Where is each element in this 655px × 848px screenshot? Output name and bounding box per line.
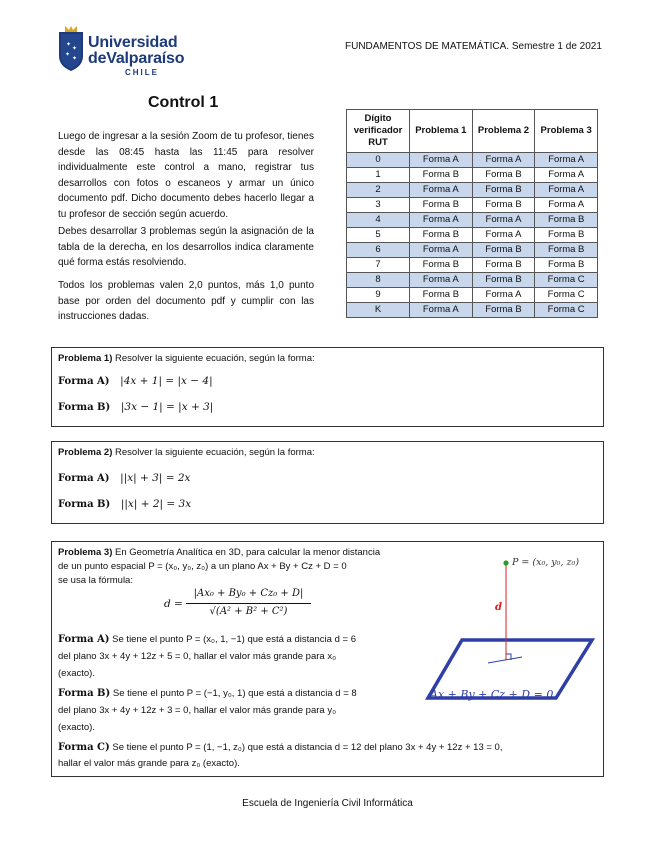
table-cell: Forma C — [535, 303, 598, 318]
plane-distance-figure — [424, 550, 599, 705]
instructions-paragraph-3: Todos los problemas valen 2,0 puntos, más 1,0 punto base por orden del documento pdf y cumplir con las instrucciones dadas. — [58, 280, 314, 322]
table-cell: K — [347, 303, 410, 318]
table-cell: Forma A — [472, 228, 535, 243]
table-cell: Forma C — [535, 288, 598, 303]
table-cell: Forma B — [472, 168, 535, 183]
table-cell: 0 — [347, 153, 410, 168]
forma-b-label: Forma B) — [58, 688, 111, 699]
table-cell: Forma B — [472, 198, 535, 213]
forma-a-equation: ||x| + 3| = 2x — [120, 472, 191, 484]
table-cell: Forma A — [535, 153, 598, 168]
formula-lhs: d = — [164, 598, 183, 610]
table-cell: Forma B — [535, 258, 598, 273]
table-cell: Forma B — [410, 258, 473, 273]
table-cell: Forma A — [410, 303, 473, 318]
university-name-line2: deValparaíso — [88, 50, 185, 67]
table-cell: Forma A — [410, 243, 473, 258]
table-cell: Forma A — [410, 213, 473, 228]
plane-base-line — [488, 657, 522, 663]
table-cell: Forma B — [410, 168, 473, 183]
table-cell: 1 — [347, 168, 410, 183]
table-row — [347, 258, 598, 273]
problem-3-forma-b-line3: (exacto). — [58, 722, 95, 733]
problem-3-intro1: En Geometría Analítica en 3D, para calcular la menor distancia — [115, 547, 381, 558]
table-cell: Forma A — [535, 168, 598, 183]
forma-c-text1: Se tiene el punto P = (1, −1, z₀) que está a distancia d = 12 del plano 3x + 4y + 12z + 13 = 0, — [112, 742, 503, 753]
problem-1-statement: Resolver la siguiente ecuación, según la forma: — [115, 353, 315, 364]
forma-a-label: Forma A) — [58, 473, 110, 484]
figure-distance-label: d — [495, 602, 502, 613]
distance-formula — [164, 588, 314, 622]
page-title: Control 1 — [148, 94, 219, 111]
table-cell: Forma A — [535, 198, 598, 213]
table-cell: Forma A — [472, 213, 535, 228]
forma-a-equation: |4x + 1| = |x − 4| — [120, 375, 213, 387]
problem-1-label: Problema 1) — [58, 353, 113, 364]
page-footer: Escuela de Ingeniería Civil Informática — [242, 798, 413, 809]
table-cell: Forma B — [535, 228, 598, 243]
svg-text:✦: ✦ — [72, 56, 78, 62]
table-row — [347, 213, 598, 228]
problem-1-forma-b — [58, 401, 213, 413]
problem-2-forma-a — [58, 472, 190, 484]
table-cell: Forma B — [410, 288, 473, 303]
table-cell: 4 — [347, 213, 410, 228]
table-header-cell: Dígito verificador RUT — [347, 110, 410, 153]
figure-plane-label: Ax + By + Cz + D = 0 — [430, 688, 554, 701]
table-row — [347, 168, 598, 183]
problem-3-intro2: de un punto espacial P = (x₀, y₀, z₀) a un plano Ax + By + Cz + D = 0 — [58, 561, 347, 572]
problem-3-label: Problema 3) — [58, 547, 113, 558]
forma-b-text1: Se tiene el punto P = (−1, y₀, 1) que está a distancia d = 8 — [112, 688, 357, 699]
forma-a-text1: Se tiene el punto P = (x₀, 1, −1) que está a distancia d = 6 — [112, 634, 356, 645]
svg-text:✦: ✦ — [65, 52, 71, 58]
table-cell: Forma A — [410, 273, 473, 288]
table-cell: Forma B — [410, 198, 473, 213]
formula-numerator: |Ax₀ + By₀ + Cz₀ + D| — [193, 588, 304, 599]
table-cell: Forma A — [472, 153, 535, 168]
table-row — [347, 243, 598, 258]
forma-b-label: Forma B) — [58, 499, 111, 510]
problem-3-forma-a-line3: (exacto). — [58, 668, 95, 679]
table-cell: Forma A — [410, 183, 473, 198]
table-cell: Forma B — [535, 213, 598, 228]
problem-2-forma-b — [58, 498, 191, 510]
table-cell: 8 — [347, 273, 410, 288]
problem-3-intro-line1 — [58, 547, 380, 558]
problem-3-forma-b-line2: del plano 3x + 4y + 12z + 3 = 0, hallar el valor más grande para y₀ — [58, 705, 337, 716]
forma-b-label: Forma B) — [58, 402, 111, 413]
table-row — [347, 228, 598, 243]
svg-text:✦: ✦ — [66, 42, 72, 48]
figure-point-label: P = (x₀, y₀, z₀) — [512, 557, 580, 568]
table-cell: Forma C — [535, 273, 598, 288]
instructions-paragraph-2: Debes desarrollar 3 problemas según la asignación de la tabla de la derecha, en los desarrollos indica claramente qué forma estás resolviendo. — [58, 226, 314, 268]
problem-3-forma-c-line2: hallar el valor más grande para z₀ (exacto). — [58, 758, 240, 769]
university-country: CHILE — [125, 68, 159, 77]
table-cell: Forma B — [472, 273, 535, 288]
table-cell: Forma B — [535, 243, 598, 258]
forma-b-equation: |3x − 1| = |x + 3| — [120, 401, 214, 413]
table-row — [347, 198, 598, 213]
problem-3-forma-a-line2: del plano 3x + 4y + 12z + 5 = 0, hallar el valor más grande para x₀ — [58, 651, 337, 662]
forma-b-equation: ||x| + 2| = 3x — [120, 498, 192, 510]
problem-3-intro3: se usa la fórmula: — [58, 575, 133, 586]
svg-text:✦: ✦ — [72, 46, 78, 52]
university-name-line1: Universidad — [88, 34, 178, 51]
table-header-cell: Problema 2 — [472, 110, 535, 153]
instructions-paragraph-1: Luego de ingresar a la sesión Zoom de tu profesor, tienes desde las 08:45 hasta las 11:45 para resolver individualmente este control a mano, registrar tus desarrollos con fotos o escaneos y armar un único documento pdf. Dicho documento debes hacerlo llegar a tu profesor de sección según acuerdo. — [58, 131, 314, 220]
table-cell: 9 — [347, 288, 410, 303]
problem-3-forma-c-line1 — [58, 742, 502, 753]
problem-3-forma-a-line1 — [58, 634, 356, 645]
problem-1-box — [51, 347, 604, 427]
table-header-cell: Problema 1 — [410, 110, 473, 153]
problem-3-forma-b-line1 — [58, 688, 357, 699]
problem-3-box — [51, 541, 604, 777]
table-row — [347, 288, 598, 303]
table-cell: 5 — [347, 228, 410, 243]
table-cell: Forma A — [410, 153, 473, 168]
table-row — [347, 183, 598, 198]
table-row — [347, 303, 598, 318]
university-logo — [57, 24, 185, 77]
table-cell: 2 — [347, 183, 410, 198]
fraction-bar — [186, 603, 311, 604]
problem-2-label: Problema 2) — [58, 447, 113, 458]
table-row — [347, 153, 598, 168]
problem-2-header — [58, 447, 315, 458]
course-header: FUNDAMENTOS DE MATEMÁTICA. Semestre 1 de 2021 — [345, 41, 602, 52]
table-header-cell: Problema 3 — [535, 110, 598, 153]
table-cell: 3 — [347, 198, 410, 213]
formula-denominator: √(A² + B² + C²) — [209, 606, 288, 617]
table-cell: Forma A — [472, 288, 535, 303]
assignment-table — [346, 109, 598, 318]
table-header-row — [347, 110, 598, 153]
problem-1-forma-a — [58, 375, 213, 387]
table-cell: Forma B — [472, 258, 535, 273]
table-cell: Forma B — [410, 228, 473, 243]
forma-c-label: Forma C) — [58, 742, 110, 753]
problem-1-header — [58, 353, 315, 364]
problem-2-statement: Resolver la siguiente ecuación, según la forma: — [115, 447, 315, 458]
problem-2-box — [51, 441, 604, 524]
forma-a-label: Forma A) — [58, 376, 110, 387]
crest-icon — [57, 26, 85, 72]
table-cell: 6 — [347, 243, 410, 258]
table-cell: Forma B — [472, 243, 535, 258]
table-cell: 7 — [347, 258, 410, 273]
table-cell: Forma B — [472, 303, 535, 318]
forma-a-label: Forma A) — [58, 634, 110, 645]
table-cell: Forma B — [472, 183, 535, 198]
point-marker — [503, 560, 508, 565]
table-row — [347, 273, 598, 288]
table-cell: Forma A — [535, 183, 598, 198]
